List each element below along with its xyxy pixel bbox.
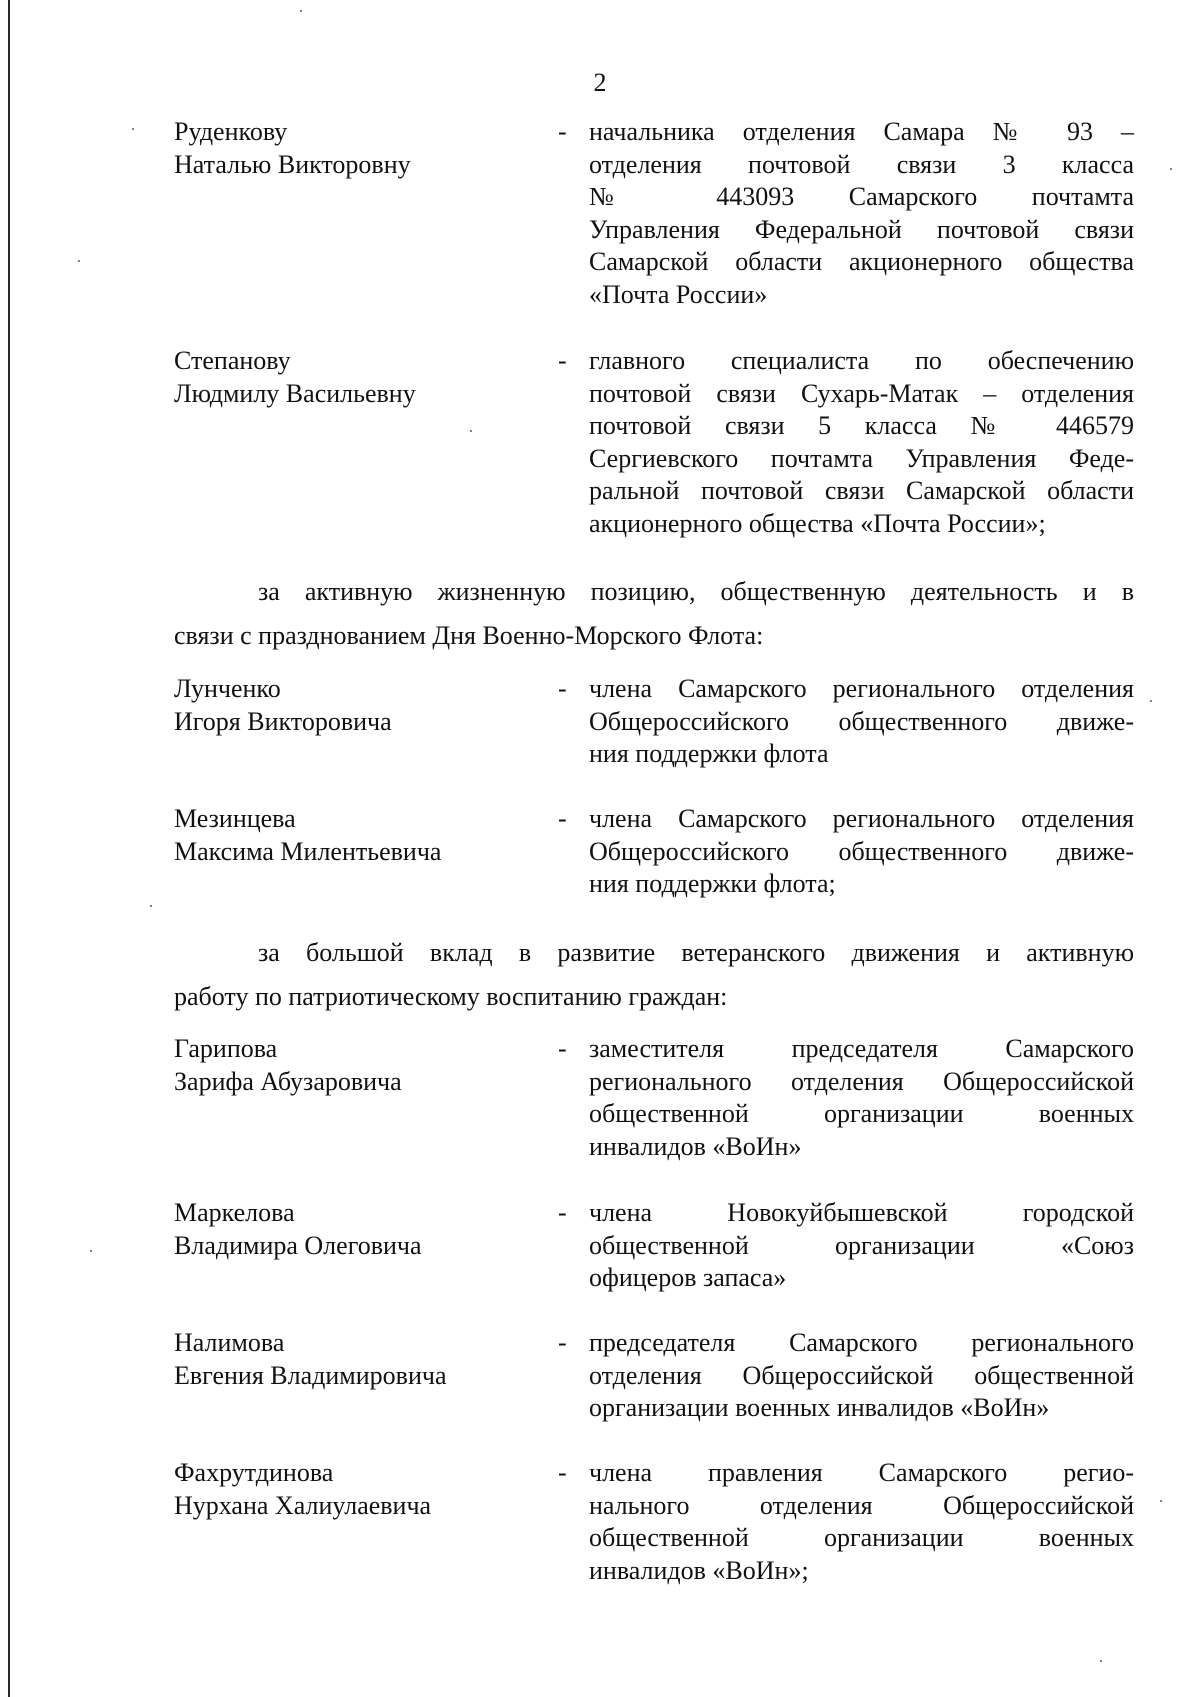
description-line: ния поддержки флота (589, 739, 829, 768)
description-line: акционерного общества «Почта России»; (589, 508, 1046, 538)
person-name (174, 345, 554, 410)
reason-line: связи с празднованием Дня Военно-Морского Флота: (174, 621, 764, 650)
surname: Мезинцева (174, 804, 296, 833)
award-reason-paragraph (174, 576, 1134, 652)
description-line: организации военных инвалидов «ВоИн» (589, 1393, 1050, 1422)
scan-speck (470, 430, 472, 432)
description-line: отделения почтовой связи 3 класса (589, 149, 1134, 179)
description-line: ральной почтовой связи Самарской области (589, 476, 1134, 505)
person-name (174, 1033, 554, 1098)
scan-speck (1150, 700, 1152, 702)
description-line: Самарской области акционерного общества (589, 247, 1134, 276)
entry-dash: - (558, 804, 567, 833)
scan-speck (1100, 1660, 1102, 1662)
person-name (174, 673, 554, 738)
entry-dash: - (558, 117, 567, 146)
description-line: начальника отделения Самара № 93 – (589, 117, 1134, 146)
given-names: Игоря Викторовича (174, 706, 392, 736)
scan-speck (78, 260, 80, 262)
scan-speck (300, 10, 302, 12)
scan-speck (1160, 1500, 1162, 1502)
description-line: офицеров запаса» (589, 1263, 787, 1292)
scan-speck (150, 905, 152, 907)
position-description (589, 116, 1134, 311)
person-name (174, 803, 554, 868)
description-line: общественной организации «Союз (589, 1230, 1134, 1260)
surname: Руденкову (174, 117, 288, 146)
description-line: инвалидов «ВоИн» (589, 1131, 802, 1161)
person-name (174, 116, 554, 181)
reason-line: за активную жизненную позицию, общественную деятельность и в (258, 577, 1134, 606)
page-number: 2 (593, 68, 607, 97)
given-names: Владимира Олеговича (174, 1230, 422, 1260)
entry-dash: - (558, 1198, 567, 1227)
description-line: Общероссийского общественного движе- (589, 706, 1134, 736)
description-line: заместителя председателя Самарского (589, 1034, 1134, 1063)
given-names: Людмилу Васильевну (174, 378, 416, 408)
description-line: Общероссийского общественного движе- (589, 836, 1134, 866)
description-line: члена Самарского регионального отделения (589, 674, 1134, 703)
person-name (174, 1457, 554, 1522)
position-description (589, 1327, 1134, 1425)
surname: Маркелова (174, 1198, 295, 1227)
reason-line: работу по патриотическому воспитанию граждан: (174, 982, 728, 1011)
surname: Степанову (174, 346, 291, 375)
description-line: члена Самарского регионального отделения (589, 804, 1134, 833)
description-line: Сергиевского почтамта Управления Феде- (589, 443, 1134, 473)
position-description (589, 345, 1134, 540)
position-description (589, 673, 1134, 771)
description-line: почтовой связи 5 класса № 446579 (589, 411, 1134, 440)
scan-speck (132, 128, 134, 130)
description-line: председателя Самарского регионального (589, 1328, 1134, 1357)
entry-dash: - (558, 1034, 567, 1063)
position-description (589, 803, 1134, 901)
person-name (174, 1327, 554, 1392)
given-names: Максима Милентьевича (174, 836, 442, 866)
reason-line: за большой вклад в развитие ветеранского движения и активную (258, 938, 1134, 967)
description-line: члена правления Самарского регио- (589, 1458, 1134, 1487)
description-line: почтовой связи Сухарь-Матак – отделения (589, 378, 1134, 408)
description-line: регионального отделения Общероссийской (589, 1066, 1134, 1096)
entry-dash: - (558, 346, 567, 375)
entry-dash: - (558, 674, 567, 703)
description-line: нального отделения Общероссийской (589, 1490, 1134, 1520)
surname: Гарипова (174, 1034, 278, 1063)
given-names: Нурхана Халиулаевича (174, 1490, 432, 1520)
award-reason-paragraph (174, 937, 1134, 1013)
description-line: «Почта России» (589, 279, 768, 309)
description-line: ния поддержки флота; (589, 869, 836, 898)
position-description (589, 1197, 1134, 1295)
scan-speck (90, 1250, 92, 1252)
person-name (174, 1197, 554, 1262)
description-line: общественной организации военных (589, 1099, 1134, 1128)
surname: Фахрутдинова (174, 1458, 334, 1487)
description-line: инвалидов «ВоИн»; (589, 1555, 809, 1585)
entry-dash: - (558, 1328, 567, 1357)
position-description (589, 1457, 1134, 1587)
entry-dash: - (558, 1458, 567, 1487)
given-names: Зарифа Абузаровича (174, 1066, 402, 1096)
description-line: главного специалиста по обеспечению (589, 346, 1134, 375)
surname: Лунченко (174, 674, 281, 703)
position-description (589, 1033, 1134, 1163)
given-names: Евгения Владимировича (174, 1360, 447, 1390)
scan-speck (1170, 168, 1172, 170)
description-line: № 443093 Самарского почтамта (589, 182, 1134, 211)
description-line: отделения Общероссийской общественной (589, 1360, 1134, 1390)
description-line: члена Новокуйбышевской городской (589, 1198, 1134, 1227)
surname: Налимова (174, 1328, 285, 1357)
description-line: общественной организации военных (589, 1523, 1134, 1552)
scan-edge-line (8, 0, 10, 1697)
given-names: Наталью Викторовну (174, 149, 411, 179)
description-line: Управления Федеральной почтовой связи (589, 214, 1134, 244)
